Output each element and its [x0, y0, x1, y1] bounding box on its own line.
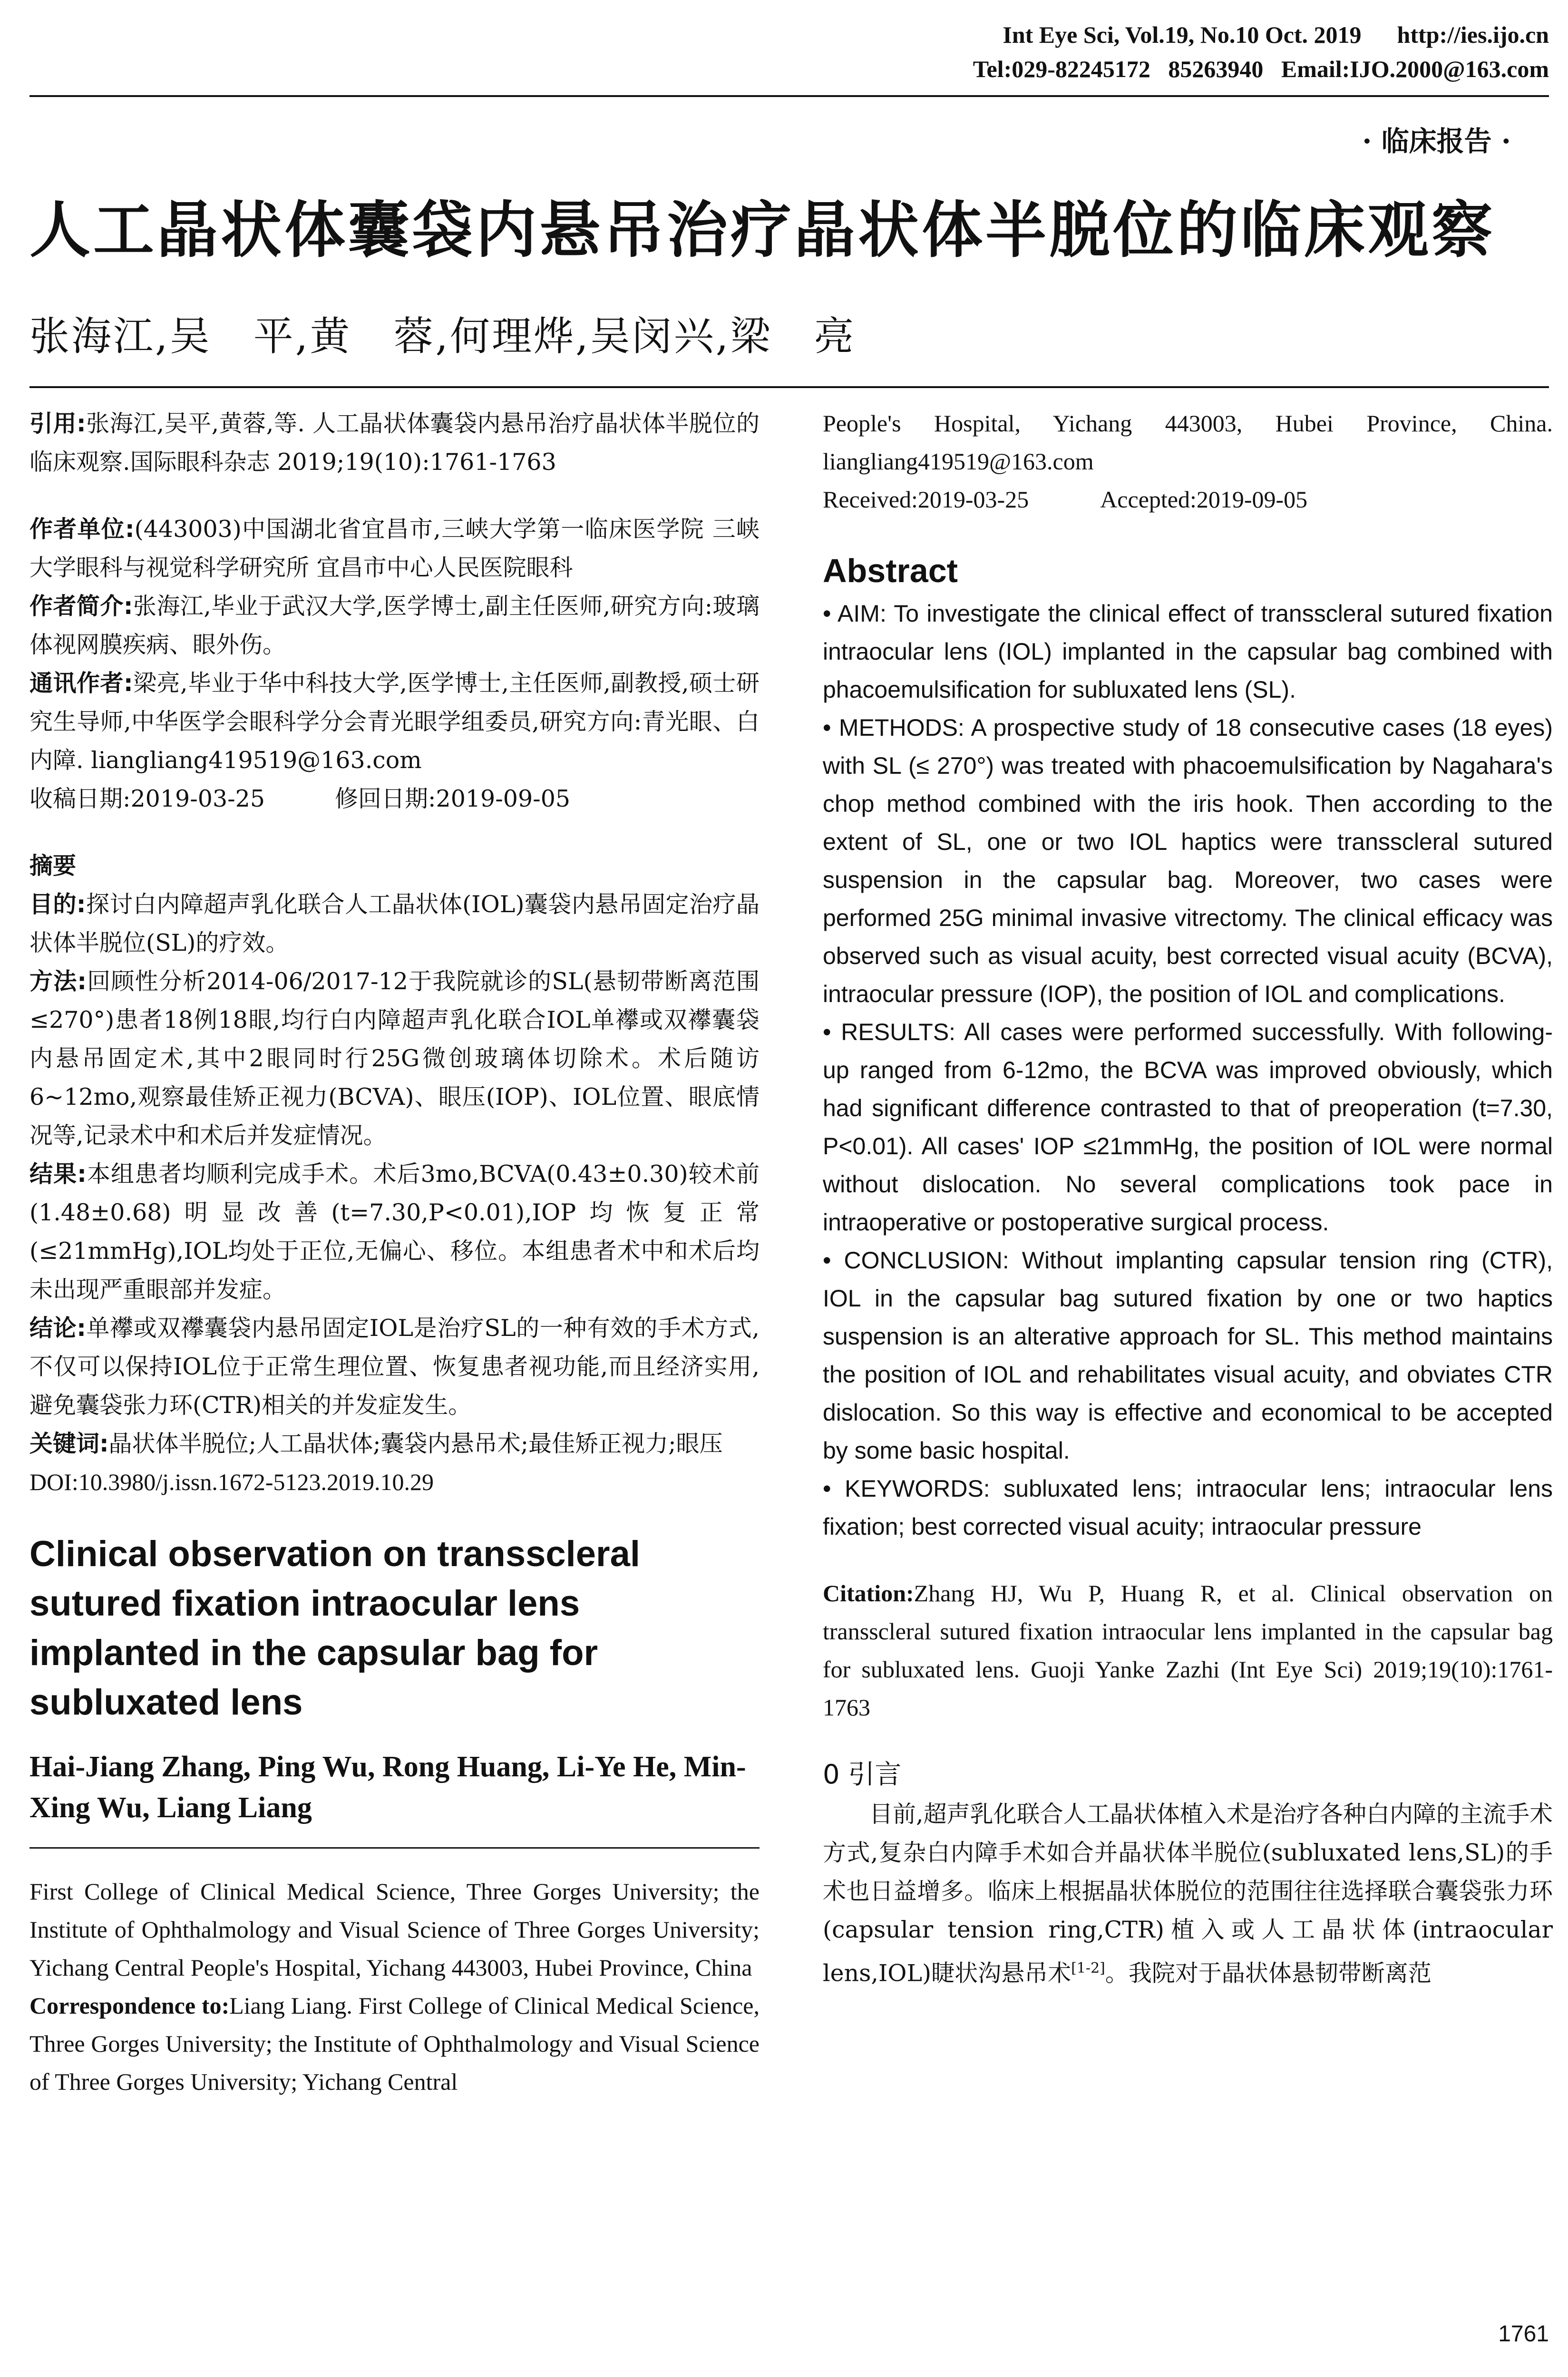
abstract-heading-zh: 摘要 [29, 852, 77, 879]
english-title: Clinical observation on transscleral sutured fixation intraocular lens implanted in the capsular bag for subluxated lens [29, 1534, 640, 1723]
citation-ref[interactable]: [1-2] [1071, 1960, 1105, 1977]
received-accepted: Received:2019-03-25 Accepted:2019-09-05 [823, 486, 1308, 513]
citation-zh: 引用:张海江,吴平,黄蓉,等. 人工晶状体囊袋内悬吊治疗晶状体半脱位的临床观察.国际眼科杂志 2019;19(10):1761-1763 [29, 410, 760, 476]
author-bio: 作者简介:张海江,毕业于武汉大学,医学博士,副主任医师,研究方向:玻璃体视网膜疾病、眼外伤。 [29, 593, 760, 658]
abstract-methods-zh: 方法:回顾性分析2014-06/2017-12于我院就诊的SL(悬韧带断离范围≤270°)患者18例18眼,均行白内障超声乳化联合IOL单襻或双襻囊袋内悬吊固定术,其中2眼同时行25G微创玻璃体切除术。术后随访6~12mo,观察最佳矫正视力(BCVA)、眼压(IOP)、IOL位置、眼底情况等,记录术中和术后并发症情况。 [29, 968, 760, 1149]
journal-header-line2: Tel:029-82245172 85263940 Email:IJO.2000@163.com [973, 56, 1549, 82]
abstract-aim-zh: 目的:探讨白内障超声乳化联合人工晶状体(IOL)囊袋内悬吊固定治疗晶状体半脱位(SL)的疗效。 [29, 891, 760, 956]
header-rule [29, 95, 1549, 97]
intro-heading: 0 引言 [823, 1759, 902, 1790]
correspondence-continued: People's Hospital, Yichang 443003, Hubei Province, China. liangliang419519@163.com [823, 410, 1553, 475]
abstract-aim-en: • AIM: To investigate the clinical effect of transscleral sutured fixation intraocular lens (IOL) implanted in the capsular bag combined with phacoemulsification for subluxated lens (SL). [823, 600, 1553, 703]
abstract-results-zh: 结果:本组患者均顺利完成手术。术后3mo,BCVA(0.43±0.30)较术前(1.48±0.68)明显改善(t=7.30,P<0.01),IOP均恢复正常(≤21mmHg),IOL均处于正位,无偏心、移位。本组患者术中和术后均未出现严重眼部并发症。 [29, 1160, 760, 1303]
left-column [29, 404, 760, 2101]
journal-header-line1: Int Eye Sci, Vol.19, No.10 Oct. 2019 http://ies.ijo.cn [1003, 21, 1549, 48]
intro-paragraph: 目前,超声乳化联合人工晶状体植入术是治疗各种白内障的主流手术方式,复杂白内障手术如合并晶状体半脱位(subluxated lens,SL)的手术也日益增多。临床上根据晶状体脱位的范围往往选择联合囊袋张力环(capsular tension ring,CTR)植入或人工晶状体(intraocular lens,IOL)睫状沟悬吊术[1-2]。我院对于晶状体悬韧带断离范 [823, 1801, 1553, 1987]
correspondence: Correspondence to:Liang Liang. First College of Clinical Medical Science, Three Gorges University; the Institute of Ophthalmology and Visual Science of Three Gorges University; Yichang Central [29, 1992, 760, 2095]
citation-en: Citation:Zhang HJ, Wu P, Huang R, et al. Clinical observation on transscleral sutured fixation intraocular lens implanted in the capsular bag for subluxated lens. Guoji Yanke Zazhi (Int Eye Sci) 2019;19(10):1761-1763 [823, 1580, 1553, 1721]
author-list: 张海江,吴 平,黄 蓉,何理烨,吴闵兴,梁 亮 [29, 313, 856, 360]
author-unit: 作者单位:(443003)中国湖北省宜昌市,三峡大学第一临床医学院 三峡大学眼科与视觉科学研究所 宜昌市中心人民医院眼科 [29, 516, 760, 581]
dates-zh: 收稿日期:2019-03-25 修回日期:2019-09-05 [29, 785, 571, 812]
affiliation-rule [29, 1847, 760, 1849]
section-label: · 临床报告 · [1362, 125, 1511, 157]
abstract-heading-en: Abstract [823, 552, 958, 589]
keywords-en: • KEYWORDS: subluxated lens; intraocular lens; intraocular lens fixation; best corrected visual acuity; intraocular pressure [823, 1475, 1553, 1540]
right-column [823, 404, 1553, 1992]
title-rule [29, 386, 1549, 388]
abstract-conclusion-zh: 结论:单襻或双襻囊袋内悬吊固定IOL是治疗SL的一种有效的手术方式,不仅可以保持IOL位于正常生理位置、恢复患者视功能,而且经济实用,避免囊袋张力环(CTR)相关的并发症发生。 [29, 1315, 760, 1419]
corresponding-author: 通讯作者:梁亮,毕业于华中科技大学,医学博士,主任医师,副教授,硕士研究生导师,中华医学会眼科学分会青光眼学组委员,研究方向:青光眼、白内障. liangliang419519@163.com [29, 670, 760, 774]
keywords-zh: 关键词:晶状体半脱位;人工晶状体;囊袋内悬吊术;最佳矫正视力;眼压 [29, 1430, 723, 1457]
article-title: 人工晶状体囊袋内悬吊治疗晶状体半脱位的临床观察 [29, 195, 1496, 266]
affiliation: First College of Clinical Medical Science, Three Gorges University; the Institute of Ophthalmology and Visual Science of Three Gorges University; Yichang Central People's Hospital, Yichang 443003, Hubei Province, China [29, 1878, 760, 1981]
doi[interactable]: DOI:10.3980/j.issn.1672-5123.2019.10.29 [29, 1469, 434, 1495]
page-number: 1761 [1498, 2321, 1549, 2347]
abstract-conclusion-en: • CONCLUSION: Without implanting capsular tension ring (CTR), IOL in the capsular bag sutured fixation by one or two haptics suspension is an alterative approach for SL. This method maintains the position of IOL and rehabilitates visual acuity, and obviates CTR dislocation. So this way is effective and economical to be accepted by some basic hospital. [823, 1247, 1553, 1464]
abstract-methods-en: • METHODS: A prospective study of 18 consecutive cases (18 eyes) with SL (≤ 270°) was treated with phacoemulsification by Nagahara's chop method combined with the iris hook. Then according to the extent of SL, one or two IOL haptics were transscleral sutured suspension in the capsular bag. Moreover, two cases were performed 25G minimal invasive vitrectomy. The clinical efficacy was observed such as visual acuity, best corrected visual acuity (BCVA), intraocular pressure (IOP), the position of IOL and complications. [823, 714, 1553, 1007]
english-authors: Hai-Jiang Zhang, Ping Wu, Rong Huang, Li-Ye He, Min-Xing Wu, Liang Liang [29, 1751, 746, 1824]
abstract-results-en: • RESULTS: All cases were performed successfully. With following-up ranged from 6-12mo, the BCVA was improved obviously, which had significant difference contrasted to that of preoperation (t=7.30, P<0.01). All cases' IOP ≤21mmHg, the position of IOL were normal without dislocation. No several complications took pace in intraoperative or postoperative surgical process. [823, 1019, 1553, 1236]
